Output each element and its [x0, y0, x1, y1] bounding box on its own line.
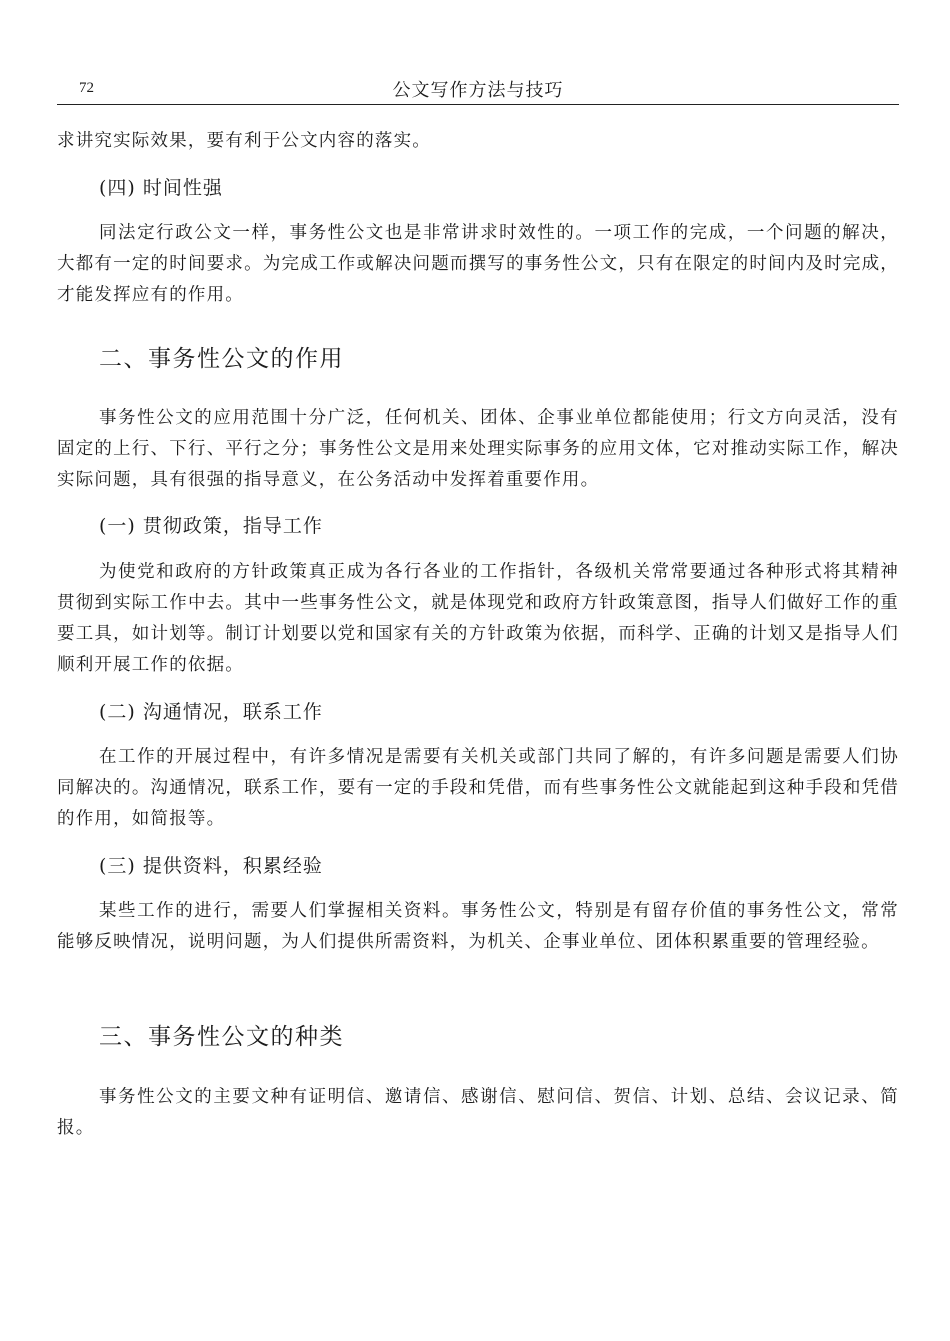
subheading-policy: (一) 贯彻政策，指导工作	[99, 515, 323, 537]
paragraph-policy: 为使党和政府的方针政策真正成为各行各业的工作指针，各级机关常常要通过各种形式将其精神贯彻到实际工作中去。其中一些事务性公文，就是体现党和政府方针政策意图，指导人们做好工作的重要工具，如计划等。制订计划要以党和国家有关的方针政策为依据，而科学、正确的计划又是指导人们顺利开展工作的依据。	[57, 562, 899, 675]
page-number: 72	[79, 80, 94, 96]
page-header	[57, 74, 899, 105]
running-title: 公文写作方法与技巧	[392, 80, 564, 101]
section-title-types: 三、事务性公文的种类	[99, 1024, 344, 1050]
paragraph-functions-intro: 事务性公文的应用范围十分广泛，任何机关、团体、企事业单位都能使用；行文方向灵活，没有固定的上行、下行、平行之分；事务性公文是用来处理实际事务的应用文体，它对推动实际工作，解决实际问题，具有很强的指导意义，在公务活动中发挥着重要作用。	[57, 408, 899, 490]
paragraph-communication: 在工作的开展过程中，有许多情况是需要有关机关或部门共同了解的，有许多问题是需要人们协同解决的。沟通情况，联系工作，要有一定的手段和凭借，而有些事务性公文就能起到这种手段和凭借的作用，如简报等。	[57, 747, 899, 829]
subheading-materials: (三) 提供资料，积累经验	[99, 855, 323, 877]
section-title-functions: 二、事务性公文的作用	[99, 346, 344, 372]
paragraph-continuation: 求讲究实际效果，要有利于公文内容的落实。	[57, 131, 431, 151]
paragraph-types: 事务性公文的主要文种有证明信、邀请信、感谢信、慰问信、贺信、计划、总结、会议记录、简报。	[57, 1087, 899, 1138]
paragraph-materials: 某些工作的进行，需要人们掌握相关资料。事务性公文，特别是有留存价值的事务性公文，常常能够反映情况，说明问题，为人们提供所需资料，为机关、企事业单位、团体积累重要的管理经验。	[57, 901, 899, 952]
subheading-communication: (二) 沟通情况，联系工作	[99, 701, 323, 723]
paragraph-timeliness: 同法定行政公文一样，事务性公文也是非常讲求时效性的。一项工作的完成，一个问题的解决，大都有一定的时间要求。为完成工作或解决问题而撰写的事务性公文，只有在限定的时间内及时完成，才能发挥应有的作用。	[57, 223, 899, 305]
subheading-timeliness: (四) 时间性强	[99, 177, 223, 199]
